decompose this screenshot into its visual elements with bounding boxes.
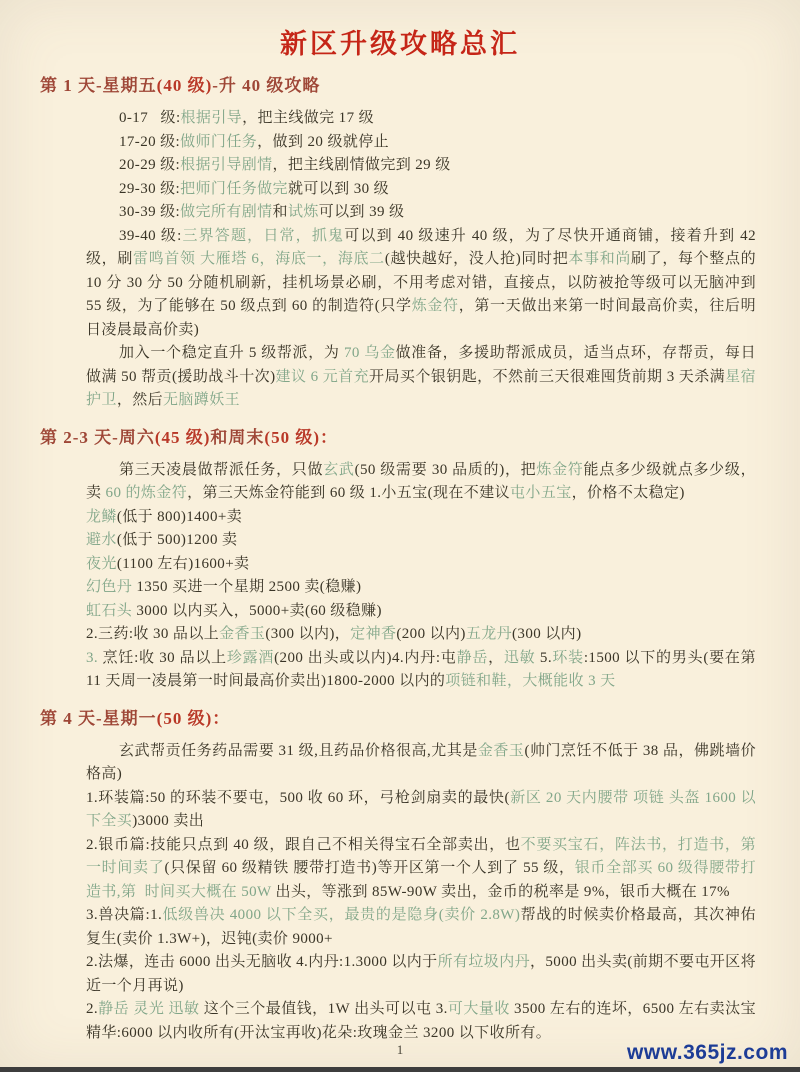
keyword-text: 无脑蹲妖王 — [163, 392, 241, 408]
keyword-text: 项链和鞋，大概能收 3 天 — [445, 673, 616, 689]
keyword-text: 龙鳞 — [86, 508, 117, 525]
body-text: 2. — [86, 1001, 99, 1017]
screenshot-bottom-edge — [0, 1067, 800, 1072]
section-2-heading — [40, 426, 756, 450]
body-text: 刷了，每个整点的 10 分 30 分 50 分随机刷新，挂机场景必刷，不用考虑对错，直接点，以防被抢等级可以无脑冲到 55 级，为了能够在 50 级点到 60 的制造符(只学 — [86, 251, 761, 314]
three-medicines-line — [86, 623, 756, 647]
body-text: 玄武帮贡任务药品需要 31 级,且药品价格很高,尤其是 — [119, 742, 478, 759]
valuable-pill-section — [86, 998, 756, 1045]
keyword-text: 3. — [86, 649, 103, 666]
body-text: 20-29 级: — [119, 157, 181, 173]
body-text: (只保留 60 级精铁 腰带打造书)等开区第一个人到了 55 级， — [164, 860, 575, 876]
body-text: ，价格不太稳定) — [571, 485, 685, 501]
body-text: 能点多少级就点多少级，卖 — [86, 461, 756, 501]
body-text: 出头，等涨到 85W-90W 卖出，金币的税率是 9%，银币大概在 17% — [275, 883, 730, 900]
body-text: 第 4 天-星期一 — [40, 708, 157, 728]
keyword-text: 屯小五宝 — [510, 485, 572, 501]
price-line-huansedan — [86, 576, 756, 600]
body-text: (200 以内) — [396, 626, 466, 642]
body-text: ，第一天做出来第一时间最高价卖，往后明日凌晨最高价卖) — [86, 298, 756, 338]
keyword-text: 所有垃圾内丹 — [437, 954, 530, 970]
body-text: 这个三个最值钱，1W 出头可以屯 3. — [203, 1001, 448, 1017]
body-text: 和 — [272, 204, 288, 220]
keyword-text: 根据引导 — [180, 110, 243, 126]
body-text: ， — [488, 649, 504, 666]
document-title: 新区升级攻略总汇 — [280, 29, 520, 59]
body-text: 烹饪:收 30 品以上 — [102, 649, 227, 666]
body-text: ，把主线剧情做完到 29 级 — [272, 157, 451, 173]
keyword-text: 70 乌金 — [344, 345, 396, 361]
keyword-text: 60 的炼金符 — [101, 485, 188, 501]
level-step-0-17 — [86, 107, 756, 131]
body-text: 加入一个稳定直升 5 级帮派，为 — [119, 345, 345, 361]
keyword-text: 虹石头 — [86, 602, 133, 619]
body-text: (200 出头或以内)4.内丹:屯 — [274, 649, 457, 666]
keyword-text: 环装 — [551, 649, 584, 666]
price-line-hongshitou — [86, 600, 756, 624]
keyword-text: 建议 6 元首充 — [275, 368, 370, 385]
keyword-text: 最贵的是隐身(卖价 2.8W) — [344, 907, 521, 923]
body-text: 29-30 级: — [119, 180, 181, 197]
body-text: (越快越好，没人抢)同时把 — [384, 251, 569, 267]
level-step-20-29 — [86, 154, 756, 178]
body-text: 3.兽决篇:1. — [86, 907, 163, 923]
body-text: :1500 以下的男头(要在第 11 天周一凌晨第一时间最高价卖出)1800-2000 以内的 — [86, 649, 761, 689]
body-text: 39-40 级: — [119, 227, 182, 244]
keyword-text: 迅敏 — [503, 649, 536, 666]
keyword-text: 雷鸣首领 大雁塔 6，海底一，海底二 — [132, 251, 385, 267]
keyword-text: 夜光 — [86, 555, 117, 572]
body-text: 17-20 级: — [119, 133, 181, 150]
keyword-text: 静岳 灵光 迅敏 — [98, 1001, 204, 1017]
body-text: 30-39 级: — [119, 204, 181, 220]
body-text: 3500 左右的连坏，6500 左右卖汰宝精华:6000 以内收所有(开汰宝再收)花朵:玫瑰金兰 3200 以下收所有。 — [86, 1001, 756, 1041]
keyword-text: 金香玉 — [477, 742, 525, 759]
keyword-text: 新区 20 天内腰带 项链 头盔 1600 以下全买 — [86, 789, 756, 829]
body-text: (45 级) — [154, 427, 211, 447]
body-text: 2.银币篇:技能只点到 40 级，跟自己不相关得宝石全部卖出，也 — [86, 836, 521, 853]
body-text: ，然后 — [116, 392, 164, 408]
gang-join-advice — [86, 342, 756, 413]
section-3-heading — [40, 707, 756, 731]
keyword-text: 根据引导剧情 — [180, 157, 273, 173]
body-text: 和周末 — [210, 427, 265, 447]
keyword-text: 不要买宝石，阵法书，打造书，第一时间卖了 — [86, 836, 756, 876]
keyword-text: 幻色丹 — [86, 579, 133, 595]
beast-scroll-section — [86, 904, 756, 951]
keyword-text: 银币全部买 60 级得腰带打造书,第 时间买大概在 50W — [86, 860, 756, 900]
body-text: (帅门烹饪不低于 38 品，佛跳墙价格高) — [86, 742, 756, 782]
body-text: )3000 卖出 — [132, 813, 205, 829]
ring-gear-section — [86, 787, 756, 834]
body-text: 5. — [535, 649, 552, 666]
body-text: (50 级)： — [156, 708, 231, 728]
keyword-text: 三界答题，日常，抓鬼 — [181, 227, 345, 244]
keyword-text: 五龙丹 — [465, 626, 513, 642]
body-text: 2.法爆，连击 6000 出头无脑收 4.内丹:1.3000 以内于 — [86, 954, 438, 970]
body-text: ，5000 出头卖(前期不要屯开区将近一个月再说) — [86, 954, 756, 994]
body-text: 1.环装篇:50 的环装不要屯，500 收 60 环，弓枪剑扇卖的最快( — [86, 789, 510, 806]
keyword-text: 避水 — [86, 532, 117, 548]
body-text: 第三天凌晨做帮派任务，只做 — [119, 461, 324, 478]
keyword-text: 低级兽决 4000 以下全买， — [162, 907, 345, 923]
body-text: (40 级) — [156, 76, 213, 95]
silver-coin-section — [86, 834, 756, 905]
body-text: (1100 左右)1600+卖 — [116, 555, 250, 572]
keyword-text: 金香玉 — [219, 626, 266, 642]
keyword-text: 玄武 — [323, 461, 355, 478]
cooking-and-gear-line — [86, 647, 761, 694]
body-text: (50 级需要 30 品质的)，把 — [354, 461, 537, 478]
body-text: 2.三药:收 30 品以上 — [86, 626, 220, 642]
body-text: ，第三天炼金符能到 60 级 1.小五宝(现在不建议 — [187, 485, 511, 501]
body-text: (低于 800)1400+卖 — [116, 508, 243, 525]
price-line-bishui — [86, 529, 756, 553]
level-step-39-40 — [86, 225, 761, 343]
body-text: (300 以内) — [512, 626, 582, 642]
level-step-29-30 — [86, 178, 756, 202]
watermark-url: www.365jz.com — [627, 1041, 788, 1064]
body-text: 开局买个银钥匙，不然前三天很难囤货前期 3 天杀满 — [369, 368, 726, 385]
body-text: 可以到 39 级 — [318, 204, 405, 220]
keyword-text: 本事和尚 — [568, 251, 632, 267]
body-text: 做准备，多援助帮派成员，适当点环，存帮贡，每日做满 50 帮贡(援助战斗十次) — [86, 345, 756, 385]
price-line-longlin — [86, 506, 756, 530]
level-step-17-20 — [86, 131, 756, 155]
section-1-heading — [40, 74, 756, 98]
keyword-text: 星宿护卫 — [86, 368, 756, 408]
body-text: 就可以到 30 级 — [287, 180, 390, 197]
document-body — [40, 74, 761, 1045]
body-text: (低于 500)1200 卖 — [116, 532, 238, 548]
keyword-text: 炼金符 — [411, 298, 459, 314]
body-text: (50 级)： — [264, 427, 338, 447]
faction-task-advice — [86, 459, 756, 506]
page-number: 1 — [396, 1042, 404, 1057]
keyword-text: 做师门任务 — [180, 133, 258, 150]
keyword-text: 静岳 — [456, 649, 489, 666]
body-text: 第 2-3 天-周六 — [40, 427, 155, 447]
keyword-text: 做完所有剧情 — [180, 204, 273, 220]
body-text: 帮战的时候卖价格最高，其次神佑复生(卖价 1.3W+)，迟钝(卖价 9000+ — [86, 907, 756, 947]
keyword-text: 珍露酒 — [226, 649, 275, 666]
keyword-text: 定神香 — [350, 626, 397, 642]
body-text: 1350 买进一个星期 2500 卖(稳赚) — [132, 579, 362, 595]
body-text: 3000 以内买入，5000+卖(60 级稳赚) — [132, 602, 382, 619]
keyword-text: 可大量收 — [447, 1001, 510, 1017]
keyword-text: 炼金符 — [536, 461, 584, 478]
price-line-yeguang — [86, 553, 756, 577]
body-text: 0-17 级: — [119, 110, 181, 126]
xuanwu-medicine-advice — [86, 740, 756, 787]
body-text: 可以到 40 级速升 40 级，为了尽快开通商铺，接着升到 42 级，刷 — [86, 227, 761, 267]
keyword-text: 试炼 — [287, 204, 319, 220]
level-step-30-39 — [86, 201, 756, 225]
inner-pill-section — [86, 951, 756, 998]
keyword-text: 把师门任务做完 — [180, 180, 288, 197]
body-text: ，做到 20 级就停止 — [257, 133, 390, 150]
body-text: ，把主线做完 17 级 — [242, 110, 375, 126]
body-text: 第 1 天-星期五 — [40, 76, 157, 95]
body-text: -升 40 级攻略 — [212, 76, 321, 95]
body-text: (300 以内)， — [265, 626, 351, 642]
